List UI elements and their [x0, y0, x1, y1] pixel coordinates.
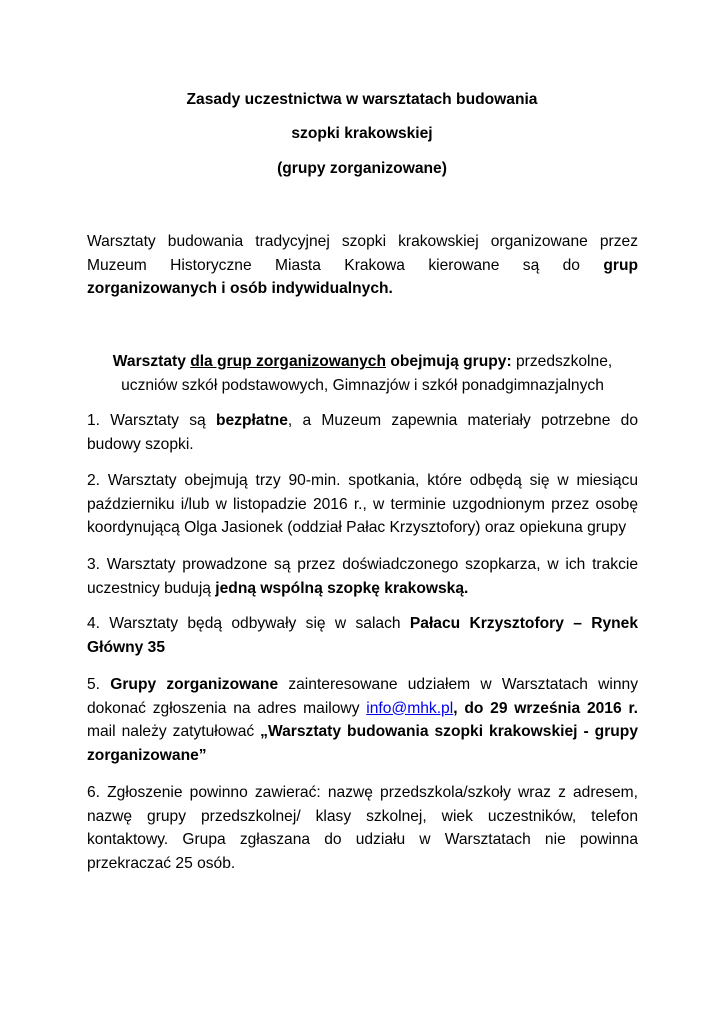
item-4-bold: Pałacu Krzysztofory – Rynek Główny 35	[87, 615, 638, 656]
intro-text: Warsztaty budowania tradycyjnej szopki krakowskiej organizowane przez Muzeum Historyczne Miasta Krakowa kierowane są do	[87, 233, 638, 274]
intro-paragraph	[87, 230, 638, 301]
item-1	[87, 409, 638, 456]
scope-bold-1: Warsztaty	[112, 353, 191, 370]
document-title-line-3: (grupy zorganizowane)	[277, 160, 447, 177]
item-5-bold: Grupy zorganizowane	[110, 676, 279, 693]
item-1-text: 1. Warsztaty są	[87, 412, 216, 429]
item-2	[87, 469, 638, 540]
scope-bold-2: obejmują grupy:	[386, 353, 512, 370]
item-2-text: 2. Warsztaty obejmują trzy 90-min. spotkania, które odbędą się w miesiącu październiku i/lub w listopadzie 2016 r., w terminie uzgodnionym przez osobę koordynującą Olga Jasionek (oddział Pałac Krzysztofory) oraz opiekuna grupy	[87, 472, 638, 536]
item-5-number: 5.	[87, 676, 111, 693]
item-4	[87, 612, 638, 659]
item-5-text-2: mail należy zatytułować	[87, 723, 261, 740]
item-4-text: 4. Warsztaty będą odbywały się w salach	[87, 615, 410, 632]
document-title-line-2: szopki krakowskiej	[291, 125, 433, 142]
item-5	[87, 673, 638, 767]
item-6	[87, 781, 638, 875]
item-5-deadline: , do 29 września 2016 r.	[453, 699, 638, 717]
item-3-text: 3. Warsztaty prowadzone są przez doświadczonego szopkarza, w ich trakcie uczestnicy budują	[87, 556, 638, 597]
intro-bold-text: grup zorganizowanych i osób indywidualnych.	[87, 256, 638, 297]
document-title-line-1: Zasady uczestnictwa w warsztatach budowania	[186, 91, 538, 108]
scope-underlined: dla grup zorganizowanych	[190, 353, 387, 370]
email-link[interactable]: info@mhk.pl	[366, 699, 454, 717]
item-3	[87, 553, 638, 600]
scope-text: przedszkolne, uczniów szkół podstawowych, Gimnazjów i szkół ponadgimnazjalnych	[121, 353, 613, 394]
item-1-text-2: , a Muzeum zapewnia materiały potrzebne do budowy szopki.	[87, 412, 638, 453]
item-1-bold: bezpłatne	[215, 412, 288, 429]
item-5-mail-title: „Warsztaty budowania szopki krakowskiej - grupy zorganizowane”	[87, 723, 638, 764]
item-5-text: zainteresowane udziałem w Warsztatach winny dokonać zgłoszenia na adres mailowy	[87, 676, 638, 717]
scope-paragraph	[87, 350, 638, 397]
item-6-text: 6. Zgłoszenie powinno zawierać: nazwę przedszkola/szkoły wraz z adresem, nazwę grupy przedszkolnej/ klasy szkolnej, wiek uczestników, telefon kontaktowy. Grupa zgłaszana do udziału w Warsztatach nie powinna przekraczać 25 osób.	[87, 784, 638, 872]
item-3-bold: jedną wspólną szopkę krakowską.	[215, 579, 469, 597]
